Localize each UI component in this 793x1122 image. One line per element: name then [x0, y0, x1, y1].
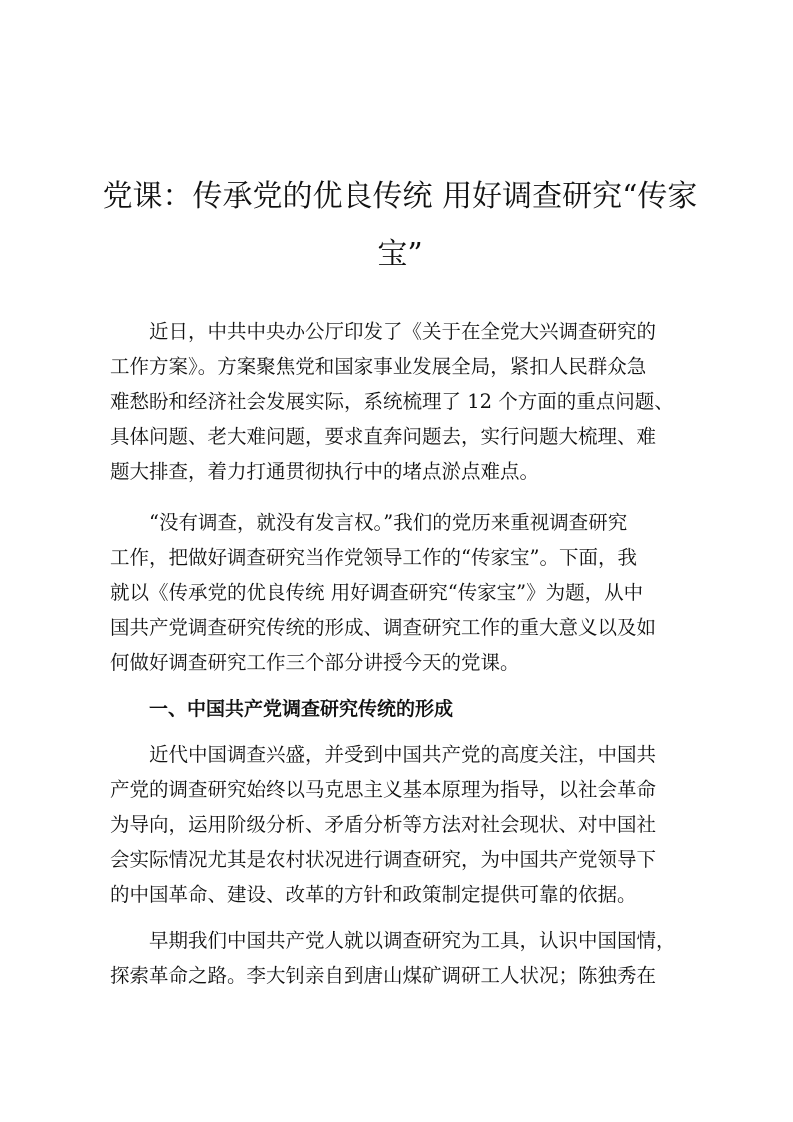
paragraph-line: 工作方案》。方案聚焦党和国家事业发展全局，紧扣人民群众急 [110, 355, 647, 378]
paragraph-line: 探索革命之路。李大钊亲自到唐山煤矿调研工人状况；陈独秀在 [110, 964, 657, 987]
paragraph-line: 产党的调查研究始终以马克思主义基本原理为指导，以社会革命 [110, 778, 657, 801]
paragraph-line: 会实际情况尤其是农村状况进行调查研究，为中国共产党领导下 [110, 848, 657, 871]
paragraph-line: 早期我们中国共产党人就以调查研究为工具，认识中国国情， [149, 929, 676, 952]
paragraph-line: 近代中国调查兴盛，并受到中国共产党的高度关注，中国共 [149, 743, 657, 766]
paragraph-line: “没有调查，就没有发言权。”我们的党历来重视调查研究 [149, 511, 628, 534]
paragraph-line: 难愁盼和经济社会发展实际，系统梳理了 12 个方面的重点问题、 [110, 390, 674, 413]
paragraph-line: 的中国革命、建设、改革的方针和政策制定提供可靠的依据。 [110, 883, 637, 906]
paragraph-line: 近日，中共中央办公厅印发了《关于在全党大兴调查研究的 [149, 320, 657, 343]
section-heading: 一、中国共产党调查研究传统的形成 [149, 698, 454, 720]
paragraph-line: 为导向，运用阶级分析、矛盾分析等方法对社会现状、对中国社 [110, 813, 657, 836]
paragraph-line: 工作，把做好调查研究当作党领导工作的“传家宝”。下面，我 [110, 546, 637, 569]
paragraph-line: 具体问题、老大难问题，要求直奔问题去，实行问题大梳理、难 [110, 425, 657, 448]
document-title-line-2: 宝” [377, 237, 423, 272]
paragraph-line: 题大排查，着力打通贯彻执行中的堵点淤点难点。 [110, 460, 540, 483]
paragraph-line: 国共产党调查研究传统的形成、调查研究工作的重大意义以及如 [110, 616, 657, 639]
paragraph-line: 何做好调查研究工作三个部分讲授今天的党课。 [110, 651, 520, 674]
paragraph-line: 就以《传承党的优良传统 用好调查研究“传家宝”》为题，从中 [110, 581, 644, 604]
document-title-line-1: 党课：传承党的优良传统 用好调查研究“传家 [102, 179, 698, 214]
